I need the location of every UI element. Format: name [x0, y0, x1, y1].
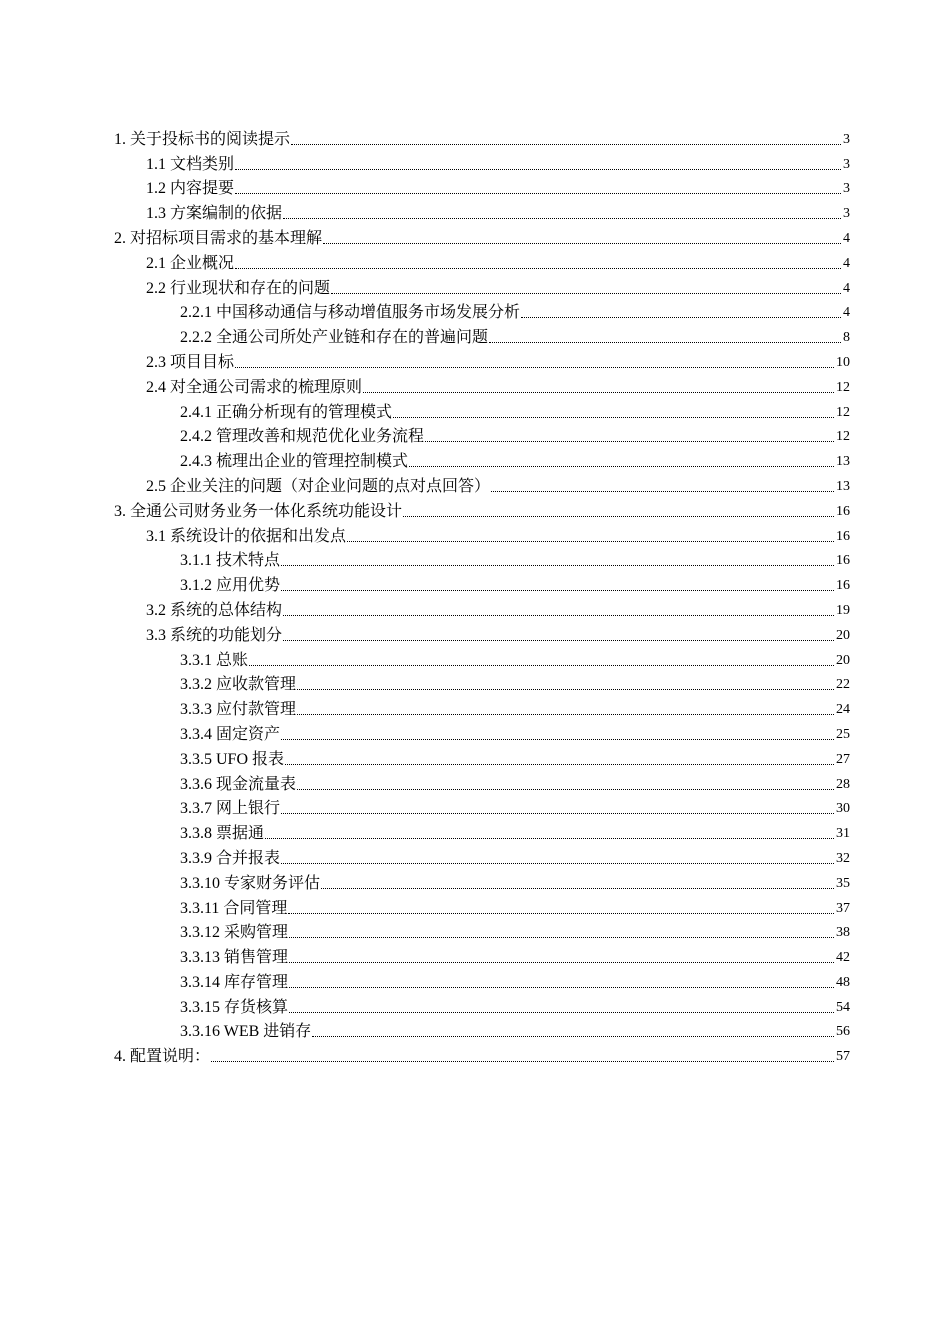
toc-entry-title: 2.3 项目目标: [146, 353, 235, 371]
toc-entry-page-number: 28: [836, 776, 850, 792]
toc-dot-leader: [285, 764, 834, 765]
toc-entry[interactable]: [0, 746, 950, 771]
toc-entry[interactable]: [0, 672, 950, 697]
toc-entry[interactable]: [0, 969, 950, 994]
toc-entry-title: 2.2.1 中国移动通信与移动增值服务市场发展分析: [180, 304, 521, 322]
toc-entry-page-number: 42: [836, 950, 850, 966]
toc-dot-leader: [281, 590, 834, 591]
toc-entry-title: 1.1 文档类别: [146, 155, 235, 173]
table-of-contents: [0, 126, 950, 1068]
toc-entry-title: 1.2 内容提要: [146, 180, 235, 198]
toc-dot-leader: [283, 615, 834, 616]
toc-entry-page-number: 37: [836, 900, 850, 916]
toc-entry-title: 3.3.6 现金流量表: [180, 775, 297, 793]
toc-entry[interactable]: [0, 448, 950, 473]
toc-dot-leader: [288, 913, 834, 914]
toc-entry[interactable]: [0, 324, 950, 349]
toc-entry-page-number: 25: [836, 726, 850, 742]
toc-entry-page-number: 54: [836, 999, 850, 1015]
toc-entry[interactable]: [0, 572, 950, 597]
toc-entry[interactable]: [0, 498, 950, 523]
toc-entry[interactable]: [0, 845, 950, 870]
toc-entry-page-number: 3: [843, 181, 850, 197]
toc-entry-page-number: 24: [836, 702, 850, 718]
toc-entry-title: 3.2 系统的总体结构: [146, 601, 283, 619]
toc-entry-page-number: 56: [836, 1024, 850, 1040]
toc-entry[interactable]: [0, 994, 950, 1019]
toc-dot-leader: [489, 342, 841, 343]
toc-entry-title: 3.1.1 技术特点: [180, 552, 281, 570]
toc-dot-leader: [297, 689, 834, 690]
toc-entry[interactable]: [0, 696, 950, 721]
toc-entry-page-number: 20: [836, 652, 850, 668]
toc-dot-leader: [289, 1012, 834, 1013]
toc-entry-title: 1. 关于投标书的阅读提示: [114, 130, 291, 148]
toc-entry-page-number: 3: [843, 206, 850, 222]
toc-entry-title: 3.3.11 合同管理: [180, 899, 288, 917]
toc-entry-page-number: 16: [836, 528, 850, 544]
toc-entry-page-number: 13: [836, 478, 850, 494]
toc-entry[interactable]: [0, 622, 950, 647]
toc-entry-page-number: 32: [836, 850, 850, 866]
toc-entry-page-number: 31: [836, 826, 850, 842]
toc-entry-title: 2.2.2 全通公司所处产业链和存在的普遍问题: [180, 329, 489, 347]
toc-entry[interactable]: [0, 126, 950, 151]
toc-entry-page-number: 4: [843, 280, 850, 296]
toc-entry-title: 3.3.5 UFO 报表: [180, 750, 285, 768]
toc-entry-title: 3.3.12 采购管理: [180, 924, 289, 942]
toc-entry-title: 2.4.1 正确分析现有的管理模式: [180, 403, 393, 421]
toc-entry[interactable]: [0, 200, 950, 225]
toc-entry-page-number: 13: [836, 454, 850, 470]
toc-entry-title: 2.5 企业关注的问题（对企业问题的点对点回答）: [146, 477, 491, 495]
toc-entry[interactable]: [0, 399, 950, 424]
toc-dot-leader: [281, 565, 834, 566]
toc-dot-leader: [211, 1061, 834, 1062]
toc-entry[interactable]: [0, 895, 950, 920]
toc-dot-leader: [425, 441, 834, 442]
toc-dot-leader: [409, 466, 834, 467]
toc-entry[interactable]: [0, 647, 950, 672]
toc-entry-title: 2.4.2 管理改善和规范优化业务流程: [180, 428, 425, 446]
toc-entry-page-number: 22: [836, 677, 850, 693]
toc-entry-title: 3.3.7 网上银行: [180, 800, 281, 818]
toc-entry[interactable]: [0, 300, 950, 325]
toc-entry[interactable]: [0, 771, 950, 796]
toc-entry-page-number: 4: [843, 230, 850, 246]
toc-entry[interactable]: [0, 176, 950, 201]
toc-entry[interactable]: [0, 374, 950, 399]
toc-entry-title: 2.1 企业概况: [146, 254, 235, 272]
toc-entry[interactable]: [0, 424, 950, 449]
toc-entry-title: 3.3.9 合并报表: [180, 849, 281, 867]
toc-entry[interactable]: [0, 721, 950, 746]
toc-entry[interactable]: [0, 920, 950, 945]
toc-entry-title: 3.3 系统的功能划分: [146, 626, 283, 644]
toc-entry[interactable]: [0, 1019, 950, 1044]
toc-dot-leader: [491, 491, 834, 492]
toc-entry[interactable]: [0, 597, 950, 622]
toc-dot-leader: [235, 169, 841, 170]
toc-entry[interactable]: [0, 548, 950, 573]
toc-entry-title: 2.2 行业现状和存在的问题: [146, 279, 331, 297]
toc-entry[interactable]: [0, 225, 950, 250]
toc-entry-title: 3.3.13 销售管理: [180, 949, 289, 967]
toc-entry-page-number: 3: [843, 156, 850, 172]
toc-entry-page-number: 16: [836, 553, 850, 569]
toc-dot-leader: [235, 268, 841, 269]
toc-dot-leader: [291, 144, 841, 145]
toc-dot-leader: [347, 541, 834, 542]
toc-entry-page-number: 16: [836, 503, 850, 519]
toc-entry[interactable]: [0, 1043, 950, 1068]
toc-entry[interactable]: [0, 250, 950, 275]
toc-dot-leader: [281, 863, 834, 864]
toc-entry-title: 3.1.2 应用优势: [180, 577, 281, 595]
toc-entry-page-number: 12: [836, 404, 850, 420]
toc-entry-page-number: 19: [836, 602, 850, 618]
toc-entry[interactable]: [0, 523, 950, 548]
toc-entry-page-number: 12: [836, 379, 850, 395]
toc-entry-title: 3.1 系统设计的依据和出发点: [146, 527, 347, 545]
toc-entry-page-number: 30: [836, 801, 850, 817]
toc-entry-page-number: 12: [836, 429, 850, 445]
toc-entry-page-number: 38: [836, 925, 850, 941]
toc-dot-leader: [297, 789, 834, 790]
toc-dot-leader: [281, 739, 834, 740]
toc-entry-page-number: 3: [843, 131, 850, 147]
toc-entry-title: 3.3.2 应收款管理: [180, 676, 297, 694]
toc-entry-page-number: 35: [836, 875, 850, 891]
toc-dot-leader: [283, 640, 834, 641]
toc-entry[interactable]: [0, 870, 950, 895]
toc-entry-title: 3.3.4 固定资产: [180, 725, 281, 743]
toc-entry-title: 3.3.1 总账: [180, 651, 249, 669]
toc-entry-title: 3.3.14 库存管理: [180, 973, 289, 991]
toc-entry-title: 3.3.8 票据通: [180, 825, 265, 843]
toc-entry-page-number: 20: [836, 627, 850, 643]
toc-dot-leader: [289, 962, 834, 963]
toc-dot-leader: [393, 417, 834, 418]
toc-dot-leader: [235, 193, 841, 194]
toc-entry-page-number: 48: [836, 974, 850, 990]
toc-entry-page-number: 10: [836, 354, 850, 370]
toc-entry-title: 4. 配置说明：: [114, 1048, 211, 1066]
toc-entry-title: 3.3.15 存货核算: [180, 998, 289, 1016]
toc-dot-leader: [323, 243, 841, 244]
toc-entry-title: 3.3.10 专家财务评估: [180, 874, 321, 892]
toc-entry-page-number: 4: [843, 255, 850, 271]
toc-entry[interactable]: [0, 151, 950, 176]
toc-dot-leader: [235, 367, 834, 368]
toc-entry[interactable]: [0, 275, 950, 300]
toc-dot-leader: [321, 888, 834, 889]
toc-entry-title: 3.3.3 应付款管理: [180, 701, 297, 719]
toc-entry-title: 2. 对招标项目需求的基本理解: [114, 229, 323, 247]
toc-dot-leader: [331, 293, 841, 294]
toc-entry-title: 1.3 方案编制的依据: [146, 205, 283, 223]
toc-entry[interactable]: [0, 796, 950, 821]
toc-dot-leader: [312, 1036, 834, 1037]
toc-dot-leader: [249, 665, 834, 666]
toc-entry[interactable]: [0, 944, 950, 969]
toc-entry[interactable]: [0, 820, 950, 845]
toc-entry-title: 2.4.3 梳理出企业的管理控制模式: [180, 453, 409, 471]
toc-entry-page-number: 57: [836, 1049, 850, 1065]
toc-entry[interactable]: [0, 473, 950, 498]
toc-entry-title: 2.4 对全通公司需求的梳理原则: [146, 378, 363, 396]
toc-entry-title: 3.3.16 WEB 进销存: [180, 1023, 312, 1041]
toc-dot-leader: [521, 317, 841, 318]
toc-entry-page-number: 27: [836, 751, 850, 767]
toc-entry-page-number: 16: [836, 578, 850, 594]
toc-dot-leader: [289, 987, 834, 988]
toc-dot-leader: [297, 714, 834, 715]
toc-dot-leader: [265, 838, 834, 839]
toc-entry[interactable]: [0, 349, 950, 374]
toc-entry-page-number: 4: [843, 305, 850, 321]
toc-dot-leader: [283, 218, 841, 219]
toc-entry-page-number: 8: [843, 330, 850, 346]
toc-dot-leader: [403, 516, 834, 517]
toc-dot-leader: [281, 813, 834, 814]
toc-dot-leader: [289, 937, 834, 938]
toc-entry-title: 3. 全通公司财务业务一体化系统功能设计: [114, 502, 403, 520]
toc-dot-leader: [363, 392, 834, 393]
